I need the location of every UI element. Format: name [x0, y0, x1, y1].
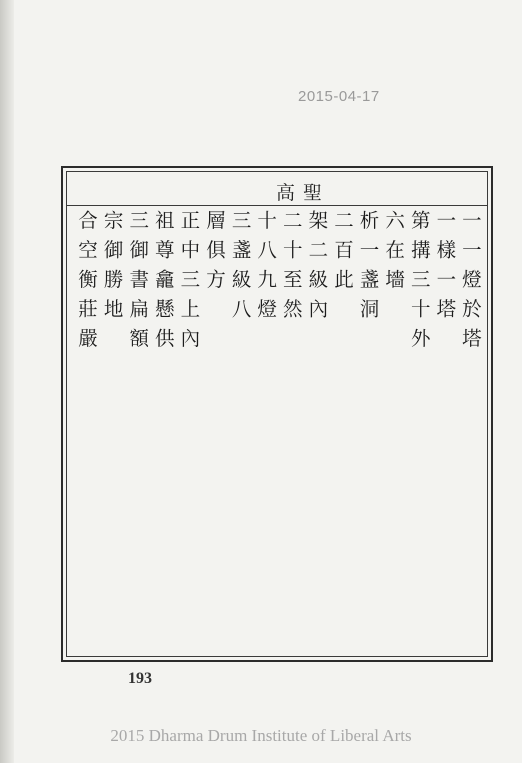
text-column-13: 祖尊龕懸供: [151, 210, 175, 358]
text-column-6: 二百此: [330, 210, 354, 299]
text-column-2: 一樣一塔: [433, 210, 457, 328]
book-spine-shadow: [0, 0, 14, 763]
institution-watermark: 2015 Dharma Drum Institute of Liberal Arts: [110, 726, 412, 745]
text-column-7: 架二級內: [305, 210, 329, 328]
page-number: 193: [128, 670, 152, 687]
text-column-16: 合空衡莊嚴: [75, 210, 98, 358]
text-column-10: 三盞級八: [228, 210, 252, 328]
page-header-title: 高聖: [276, 182, 331, 204]
text-column-5: 析一盞洞: [356, 210, 380, 328]
text-column-4: 六在墻: [382, 210, 406, 299]
text-column-8: 二十至然: [279, 210, 303, 328]
text-column-12: 正中三上內: [177, 210, 201, 358]
header-rule: [66, 205, 488, 206]
text-column-15: 宗御勝地: [100, 210, 124, 328]
text-column-3: 第搆三十外: [407, 210, 431, 358]
text-column-14: 三御書扁額: [126, 210, 150, 358]
vertical-text-block: [74, 210, 482, 654]
text-column-1: 一一燈於塔: [458, 210, 482, 358]
scan-date-stamp: 2015-04-17: [298, 88, 380, 105]
text-column-9: 十八九燈: [254, 210, 278, 328]
text-column-11: 層俱方: [202, 210, 226, 299]
